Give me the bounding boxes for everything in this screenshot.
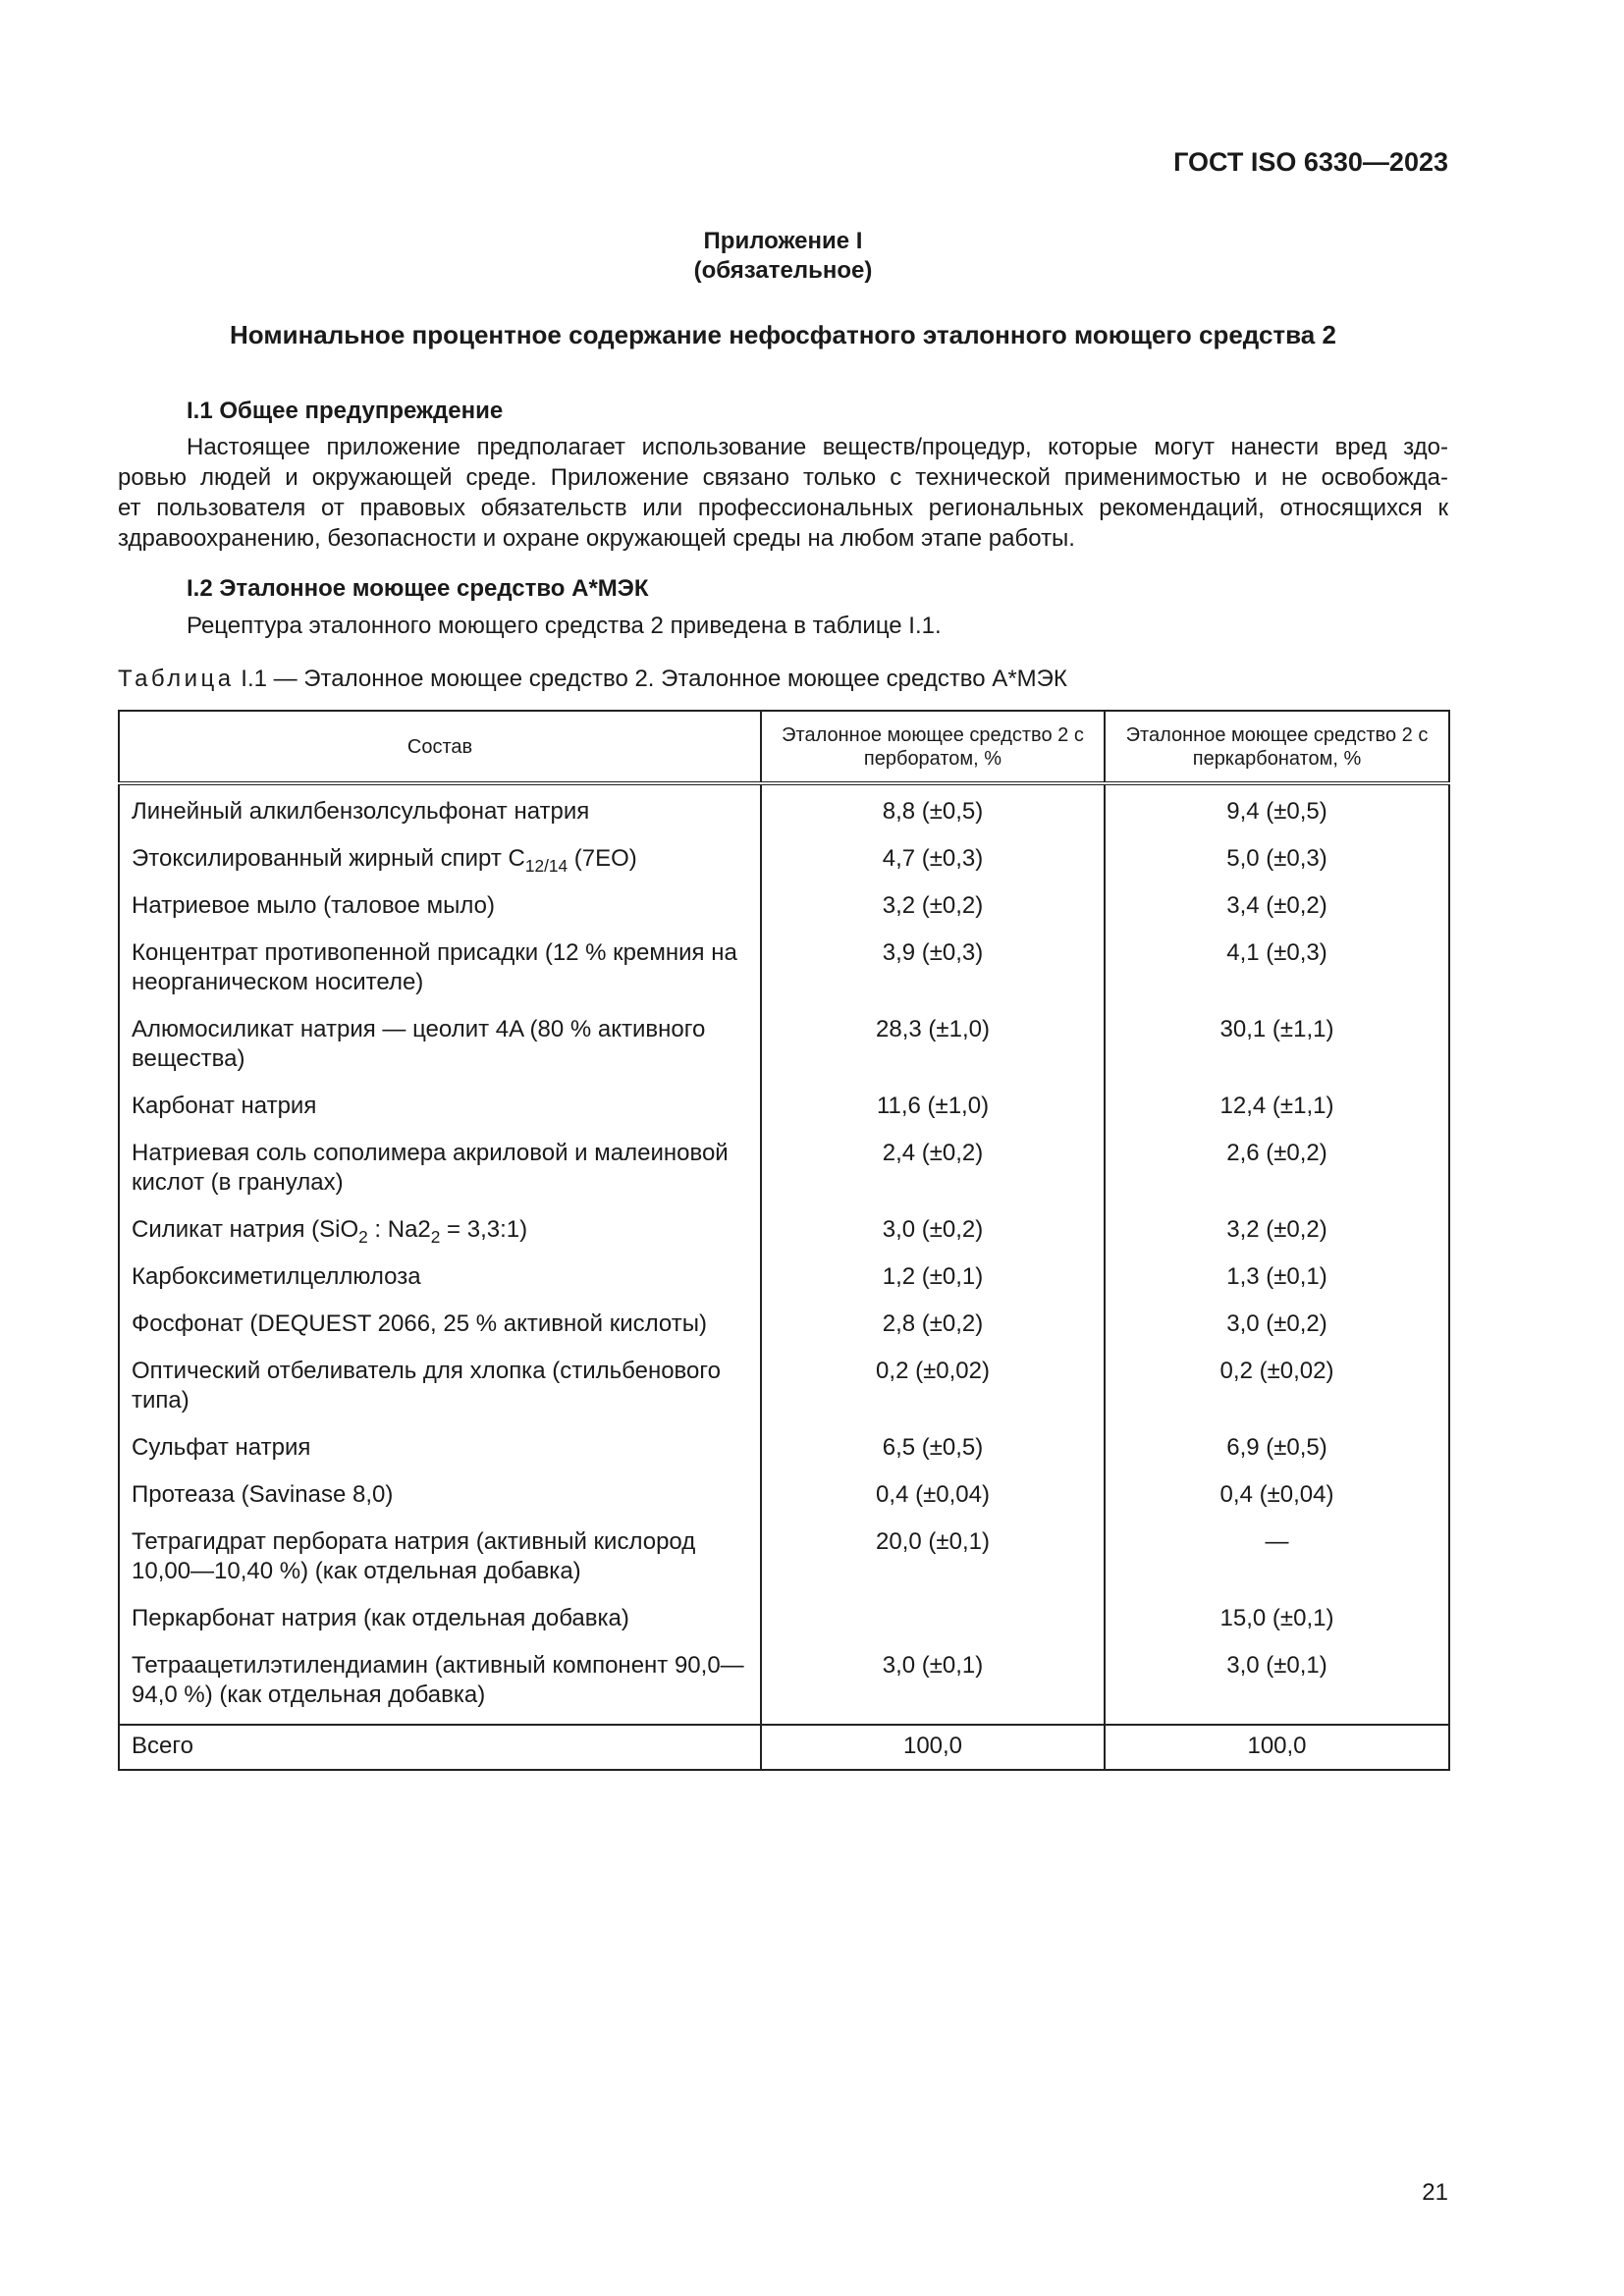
component-name: Тетрагидрат пербората натрия (активный кислород 10,00—10,40 %) (как отдельная добавка) [119, 1522, 761, 1598]
header-perborate: Эталонное моющее средство 2 с перборатом, % [761, 711, 1105, 783]
section-1-line-2: ровью людей и окружающей среде. Приложение связано только с технической применимостью и не освобожда- [118, 464, 1448, 491]
perborate-value [761, 1598, 1105, 1645]
total-label: Всего [119, 1725, 761, 1770]
table-row [119, 1133, 1449, 1209]
annex-title: Номинальное процентное содержание нефосфатного эталонного моющего средства 2 [230, 320, 1336, 349]
component-name: Тетраацетилэтилендиамин (активный компонент 90,0—94,0 %) (как отдельная добавка) [119, 1645, 761, 1725]
percarbonate-value: 9,4 (±0,5) [1105, 783, 1449, 838]
table-row [119, 1256, 1449, 1304]
percarbonate-value: 0,2 (±0,02) [1105, 1351, 1449, 1427]
perborate-value: 4,7 (±0,3) [761, 838, 1105, 885]
component-name: Натриевая соль сополимера акриловой и малеиновой кислот (в гранулах) [119, 1133, 761, 1209]
component-name: Протеаза (Savinase 8,0) [119, 1474, 761, 1522]
perborate-value: 3,0 (±0,1) [761, 1645, 1105, 1725]
table-row [119, 1351, 1449, 1427]
percarbonate-value: 3,0 (±0,2) [1105, 1304, 1449, 1351]
percarbonate-value: 5,0 (±0,3) [1105, 838, 1449, 885]
table-row [119, 885, 1449, 933]
perborate-value: 8,8 (±0,5) [761, 783, 1105, 838]
table-row [119, 1086, 1449, 1133]
perborate-value: 11,6 (±1,0) [761, 1086, 1105, 1133]
percarbonate-value: 4,1 (±0,3) [1105, 933, 1449, 1009]
table-row [119, 1645, 1449, 1725]
section-1-line-4: здравоохранению, безопасности и охране окружающей среды на любом этапе работы. [118, 525, 1075, 552]
table-row [119, 1598, 1449, 1645]
component-name: Карбонат натрия [119, 1086, 761, 1133]
section-2-text: Рецептура эталонного моющего средства 2 приведена в таблице I.1. [187, 613, 942, 639]
annex-heading: Приложение I [703, 228, 863, 254]
page-number: 21 [1422, 2179, 1448, 2206]
table-row [119, 1427, 1449, 1474]
percarbonate-value: 12,4 (±1,1) [1105, 1086, 1449, 1133]
component-name: Силикат натрия (SiO$_2$ : $Na2_2$ = 3,3:1) [119, 1209, 761, 1256]
perborate-value: 0,2 (±0,02) [761, 1351, 1105, 1427]
percarbonate-value: 1,3 (±0,1) [1105, 1256, 1449, 1304]
table-row [119, 1209, 1449, 1256]
perborate-value: 3,9 (±0,3) [761, 933, 1105, 1009]
table-caption-label: Таблица [118, 666, 235, 692]
percarbonate-value: 3,4 (±0,2) [1105, 885, 1449, 933]
percarbonate-value: 2,6 (±0,2) [1105, 1133, 1449, 1209]
section-2-heading: I.2 Эталонное моющее средство A*МЭК [187, 575, 649, 602]
perborate-value: 0,4 (±0,04) [761, 1474, 1105, 1522]
table-row [119, 783, 1449, 838]
perborate-value: 3,0 (±0,2) [761, 1209, 1105, 1256]
total-percarbonate: 100,0 [1105, 1725, 1449, 1770]
section-1-line-3: ет пользователя от правовых обязательств или профессиональных региональных рекомендаций, относящихся к [118, 495, 1448, 521]
table-row [119, 1009, 1449, 1086]
component-name: Натриевое мыло (таловое мыло) [119, 885, 761, 933]
component-name: Линейный алкилбензолсульфонат натрия [119, 783, 761, 838]
perborate-value: 6,5 (±0,5) [761, 1427, 1105, 1474]
document-code: ГОСТ ISO 6330—2023 [1173, 147, 1448, 177]
annex-type: (обязательное) [693, 257, 873, 284]
table-row [119, 838, 1449, 885]
section-1-heading: I.1 Общее предупреждение [187, 398, 504, 424]
table-total-row [119, 1725, 1449, 1770]
perborate-value: 28,3 (±1,0) [761, 1009, 1105, 1086]
component-name: Алюмосиликат натрия — цеолит 4A (80 % активного вещества) [119, 1009, 761, 1086]
header-percarbonate: Эталонное моющее средство 2 с перкарбонатом, % [1105, 711, 1449, 783]
component-name: Этоксилированный жирный спирт $C_{12/14}$ (7EO) [119, 838, 761, 885]
table-caption-text: I.1 — Эталонное моющее средство 2. Эталонное моющее средство A*МЭК [241, 666, 1067, 692]
table-row [119, 1522, 1449, 1598]
component-name: Сульфат натрия [119, 1427, 761, 1474]
perborate-value: 1,2 (±0,1) [761, 1256, 1105, 1304]
percarbonate-value: 3,2 (±0,2) [1105, 1209, 1449, 1256]
perborate-value: 20,0 (±0,1) [761, 1522, 1105, 1598]
perborate-value: 2,8 (±0,2) [761, 1304, 1105, 1351]
component-name: Оптический отбеливатель для хлопка (стильбенового типа) [119, 1351, 761, 1427]
perborate-value: 2,4 (±0,2) [761, 1133, 1105, 1209]
table-caption [118, 666, 1067, 693]
percarbonate-value: 0,4 (±0,04) [1105, 1474, 1449, 1522]
table-row [119, 1474, 1449, 1522]
table-row [119, 1304, 1449, 1351]
table-row [119, 933, 1449, 1009]
component-name: Карбоксиметилцеллюлоза [119, 1256, 761, 1304]
percarbonate-value: 6,9 (±0,5) [1105, 1427, 1449, 1474]
header-composition: Состав [119, 711, 761, 783]
total-perborate: 100,0 [761, 1725, 1105, 1770]
percarbonate-value: 3,0 (±0,1) [1105, 1645, 1449, 1725]
composition-table [118, 710, 1450, 1771]
component-name: Фосфонат (DEQUEST 2066, 25 % активной кислоты) [119, 1304, 761, 1351]
component-name: Концентрат противопенной присадки (12 % кремния на неорганическом носителе) [119, 933, 761, 1009]
percarbonate-value: 15,0 (±0,1) [1105, 1598, 1449, 1645]
percarbonate-value: 30,1 (±1,1) [1105, 1009, 1449, 1086]
percarbonate-value: — [1105, 1522, 1449, 1598]
table-body [119, 783, 1449, 1770]
section-1-line-1: Настоящее приложение предполагает использование веществ/процедур, которые могут нанести вред здо- [187, 434, 1448, 460]
perborate-value: 3,2 (±0,2) [761, 885, 1105, 933]
component-name: Перкарбонат натрия (как отдельная добавка) [119, 1598, 761, 1645]
table-header-row [119, 711, 1449, 783]
